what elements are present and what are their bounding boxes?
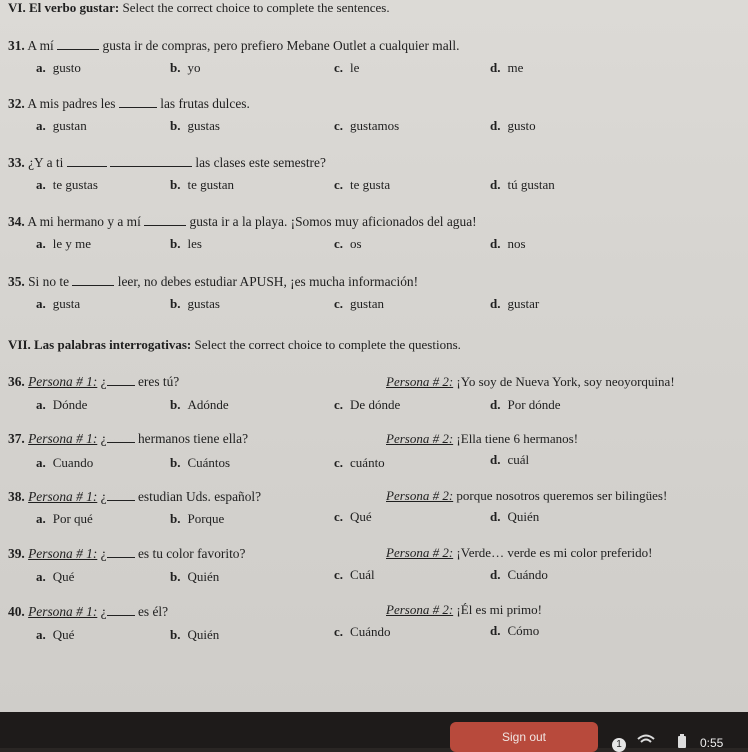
choice-a: a. gusta bbox=[36, 296, 81, 311]
section-title: El verbo gustar: bbox=[28, 0, 120, 15]
question-number: 34. bbox=[8, 214, 25, 229]
choice-c: c. os bbox=[334, 236, 362, 251]
choice-b: b. Porque bbox=[170, 511, 225, 526]
answer-blank bbox=[144, 214, 186, 226]
question-text-end: es tu color favorito? bbox=[137, 546, 246, 561]
question-text-start: A mis padres les bbox=[27, 96, 116, 111]
speaker-1-label: Persona # 1: bbox=[28, 374, 98, 389]
question-text-end: las frutas dulces. bbox=[160, 96, 250, 111]
choice-d: d. cuál bbox=[490, 452, 530, 467]
answer-blank bbox=[119, 96, 157, 108]
question-35 bbox=[8, 274, 418, 290]
speaker-2-response: Persona # 2: ¡Verde… verde es mi color preferido! bbox=[386, 545, 653, 560]
speaker-2-response: Persona # 2: ¡Ella tiene 6 hermanos! bbox=[386, 431, 579, 446]
question-32 bbox=[8, 96, 250, 112]
choice-b: b. Adónde bbox=[170, 397, 229, 412]
question-text-start: A mí bbox=[27, 38, 54, 53]
question-31 bbox=[8, 38, 459, 54]
choice-d: d. me bbox=[490, 60, 524, 75]
choice-a: a. te gustas bbox=[36, 177, 98, 192]
question-text-end: las clases este semestre? bbox=[195, 155, 326, 170]
answer-blank bbox=[107, 374, 135, 386]
choice-c: c. Cuándo bbox=[334, 624, 391, 639]
choice-c: c. gustamos bbox=[334, 118, 400, 133]
answer-blank bbox=[107, 604, 135, 616]
choice-d: d. Por dónde bbox=[490, 397, 561, 412]
speaker-2-response: Persona # 2: ¡Él es mi primo! bbox=[386, 602, 542, 617]
question-text-end: leer, no debes estudiar APUSH, ¡es mucha información! bbox=[117, 274, 419, 289]
question-number: 38. bbox=[8, 489, 25, 504]
sign-out-button[interactable]: Sign out bbox=[450, 722, 598, 752]
choice-a: a. Qué bbox=[36, 627, 75, 642]
speaker-2-response: Persona # 2: ¡Yo soy de Nueva York, soy neoyorquina! bbox=[386, 374, 675, 389]
question-text-end: hermanos tiene ella? bbox=[137, 431, 249, 446]
answer-blank bbox=[110, 155, 192, 167]
wifi-icon bbox=[636, 733, 656, 748]
choice-d: d. nos bbox=[490, 236, 526, 251]
question-text-start: ¿Y a ti bbox=[28, 155, 64, 170]
choice-c: c. te gusta bbox=[334, 177, 391, 192]
question-text-start: Si no te bbox=[28, 274, 70, 289]
question-40: 40. Persona # 1: ¿ es él? bbox=[8, 604, 169, 619]
choice-a: a. Qué bbox=[36, 569, 75, 584]
choice-b: b. Quién bbox=[170, 627, 220, 642]
choice-b: b. Quién bbox=[170, 569, 220, 584]
choice-d: d. Cuándo bbox=[490, 567, 548, 582]
question-37: 37. Persona # 1: ¿ hermanos tiene ella? bbox=[8, 431, 249, 446]
question-number: 31. bbox=[8, 38, 25, 53]
section-7-header bbox=[8, 337, 461, 353]
question-text-end: gusta ir de compras, pero prefiero Mebane Outlet a cualquier mall. bbox=[102, 38, 460, 53]
question-number: 37. bbox=[8, 431, 25, 446]
choice-b: b. gustas bbox=[170, 118, 220, 133]
choice-d: d. tú gustan bbox=[490, 177, 555, 192]
speaker-1-label: Persona # 1: bbox=[28, 604, 98, 619]
question-text-end: gusta ir a la playa. ¡Somos muy aficionados del agua! bbox=[189, 214, 477, 229]
question-38: 38. Persona # 1: ¿ estudian Uds. español? bbox=[8, 489, 262, 504]
speaker-1-label: Persona # 1: bbox=[28, 431, 98, 446]
answer-blank bbox=[107, 489, 135, 501]
question-number: 33. bbox=[8, 155, 25, 170]
question-34 bbox=[8, 214, 477, 230]
choice-b: b. Cuántos bbox=[170, 455, 231, 470]
choice-c: c. gustan bbox=[334, 296, 384, 311]
question-number: 32. bbox=[8, 96, 25, 111]
choice-a: a. Por qué bbox=[36, 511, 93, 526]
choice-a: a. gusto bbox=[36, 60, 81, 75]
question-36: 36. Persona # 1: ¿ eres tú? bbox=[8, 374, 180, 389]
clock: 0:55 bbox=[700, 736, 724, 750]
question-number: 39. bbox=[8, 546, 25, 561]
choice-a: a. Cuando bbox=[36, 455, 94, 470]
choice-a: a. le y me bbox=[36, 236, 92, 251]
choice-c: c. le bbox=[334, 60, 360, 75]
answer-blank bbox=[72, 274, 114, 286]
choice-d: d. Quién bbox=[490, 509, 540, 524]
battery-icon bbox=[676, 733, 688, 748]
choice-b: b. yo bbox=[170, 60, 201, 75]
choice-b: b. les bbox=[170, 236, 202, 251]
section-instruction: Select the correct choice to complete the questions. bbox=[194, 337, 461, 352]
answer-blank bbox=[107, 546, 135, 558]
choice-c: c. Qué bbox=[334, 509, 372, 524]
section-instruction: Select the correct choice to complete the sentences. bbox=[122, 0, 390, 15]
answer-blank bbox=[67, 155, 107, 167]
question-text-start: A mi hermano y a mí bbox=[27, 214, 141, 229]
question-text-end: es él? bbox=[137, 604, 169, 619]
section-6-header bbox=[8, 0, 390, 16]
section-number: VII. bbox=[8, 337, 31, 352]
speaker-1-label: Persona # 1: bbox=[28, 546, 98, 561]
choice-d: d. Cómo bbox=[490, 623, 540, 638]
question-number: 40. bbox=[8, 604, 25, 619]
question-39: 39. Persona # 1: ¿ es tu color favorito? bbox=[8, 546, 246, 561]
question-text-end: estudian Uds. español? bbox=[137, 489, 262, 504]
question-text-end: eres tú? bbox=[137, 374, 180, 389]
section-number: VI. bbox=[8, 0, 26, 15]
choice-a: a. gustan bbox=[36, 118, 87, 133]
speaker-1-label: Persona # 1: bbox=[28, 489, 98, 504]
answer-blank bbox=[107, 431, 135, 443]
notification-icon[interactable]: 1 bbox=[612, 738, 626, 752]
question-33 bbox=[8, 155, 326, 171]
choice-d: d. gustar bbox=[490, 296, 540, 311]
choice-c: c. cuánto bbox=[334, 455, 385, 470]
question-number: 35. bbox=[8, 274, 25, 289]
choice-c: c. Cuál bbox=[334, 567, 375, 582]
answer-blank bbox=[57, 38, 99, 50]
choice-a: a. Dónde bbox=[36, 397, 88, 412]
section-title: Las palabras interrogativas: bbox=[34, 337, 192, 352]
speaker-2-response: Persona # 2: porque nosotros queremos ser bilingües! bbox=[386, 488, 668, 503]
question-number: 36. bbox=[8, 374, 25, 389]
choice-b: b. gustas bbox=[170, 296, 220, 311]
choice-d: d. gusto bbox=[490, 118, 536, 133]
choice-c: c. De dónde bbox=[334, 397, 401, 412]
choice-b: b. te gustan bbox=[170, 177, 235, 192]
